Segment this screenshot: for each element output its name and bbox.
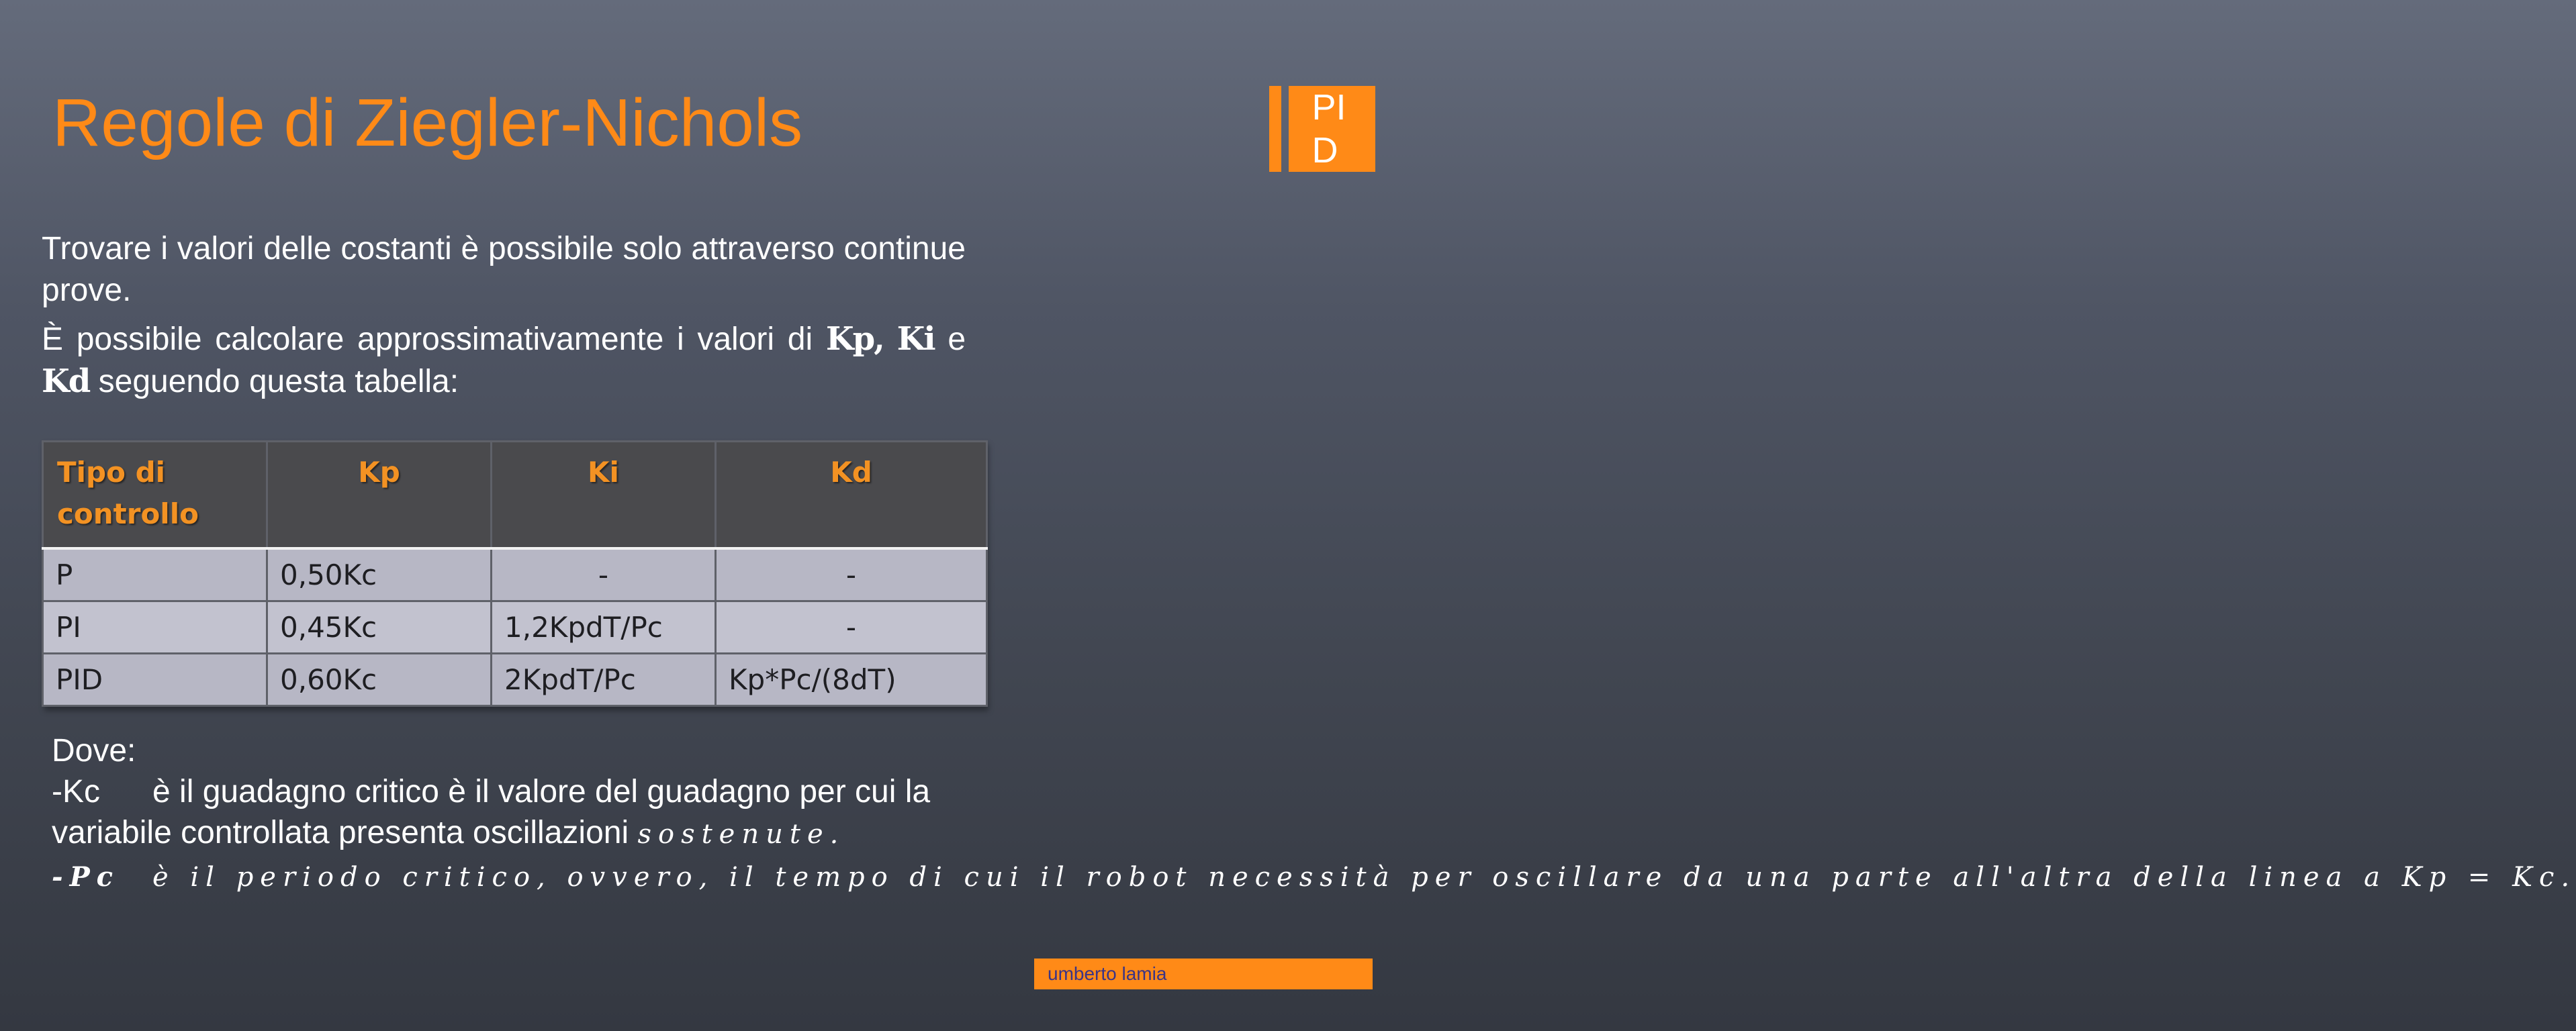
kc-text-2-script: sostenute. (637, 819, 845, 850)
cell-kd: Kp*Pc/(8dT) (716, 654, 987, 706)
note-pc (52, 856, 2576, 899)
author-footer: umberto lamia (1034, 959, 1373, 989)
cell-type: PI (43, 601, 267, 654)
parameters-table (42, 440, 988, 707)
note-kc-line-2 (52, 812, 992, 856)
cell-ki: 1,2KpdT/Pc (492, 601, 716, 654)
pc-label: -Pc (52, 861, 120, 893)
badge-accent-bar (1269, 86, 1281, 172)
cell-kp: 0,50Kc (267, 548, 492, 601)
note-kc-line-1 (52, 771, 992, 812)
header-kp: Kp (267, 442, 492, 549)
cell-kd: - (716, 548, 987, 601)
intro-p2-mid: e (948, 322, 966, 357)
ziegler-nichols-table (42, 440, 986, 707)
pc-text: è il periodo critico, ovvero, il tempo di cui il robot necessità per oscillare da una parte all'altra della linea a Kp = Kc. (152, 862, 2576, 893)
header-ki: Ki (492, 442, 716, 549)
intro-p2-end: seguendo questa tabella: (98, 364, 459, 399)
intro-paragraph-1: Trovare i valori delle costanti è possibile solo attraverso continue prove. (42, 231, 966, 308)
cell-ki: 2KpdT/Pc (492, 654, 716, 706)
header-kd: Kd (716, 442, 987, 549)
table-row (43, 601, 987, 654)
kc-text-2: variabile controllata presenta oscillazioni (52, 815, 629, 850)
table-row (43, 654, 987, 706)
slide-title: Regole di Ziegler-Nichols (52, 85, 803, 160)
section-badge (1289, 86, 1375, 172)
cell-type: PID (43, 654, 267, 706)
cell-ki: - (492, 548, 716, 601)
kc-label: -Kc (52, 774, 100, 809)
table-header-row (43, 442, 987, 549)
kc-text-1: è il guadagno critico è il valore del guadagno per cui la (152, 774, 931, 809)
cell-kp: 0,60Kc (267, 654, 492, 706)
section-badge-label: PID (1312, 87, 1346, 170)
intro-text (42, 228, 966, 409)
intro-paragraph-2 (42, 318, 966, 403)
notes-dove: Dove: (52, 733, 136, 769)
cell-kp: 0,45Kc (267, 601, 492, 654)
cell-kd: - (716, 601, 987, 654)
table-row (43, 548, 987, 601)
kp-symbol: Kp, (825, 320, 884, 358)
ki-symbol: Ki (896, 320, 935, 358)
notes-section (52, 730, 2576, 899)
kd-symbol: Kd (42, 362, 90, 400)
header-tipo-di-controllo: Tipo di controllo (43, 442, 267, 549)
cell-type: P (43, 548, 267, 601)
intro-p2-start: È possibile calcolare approssimativamente i valori di (42, 322, 813, 357)
